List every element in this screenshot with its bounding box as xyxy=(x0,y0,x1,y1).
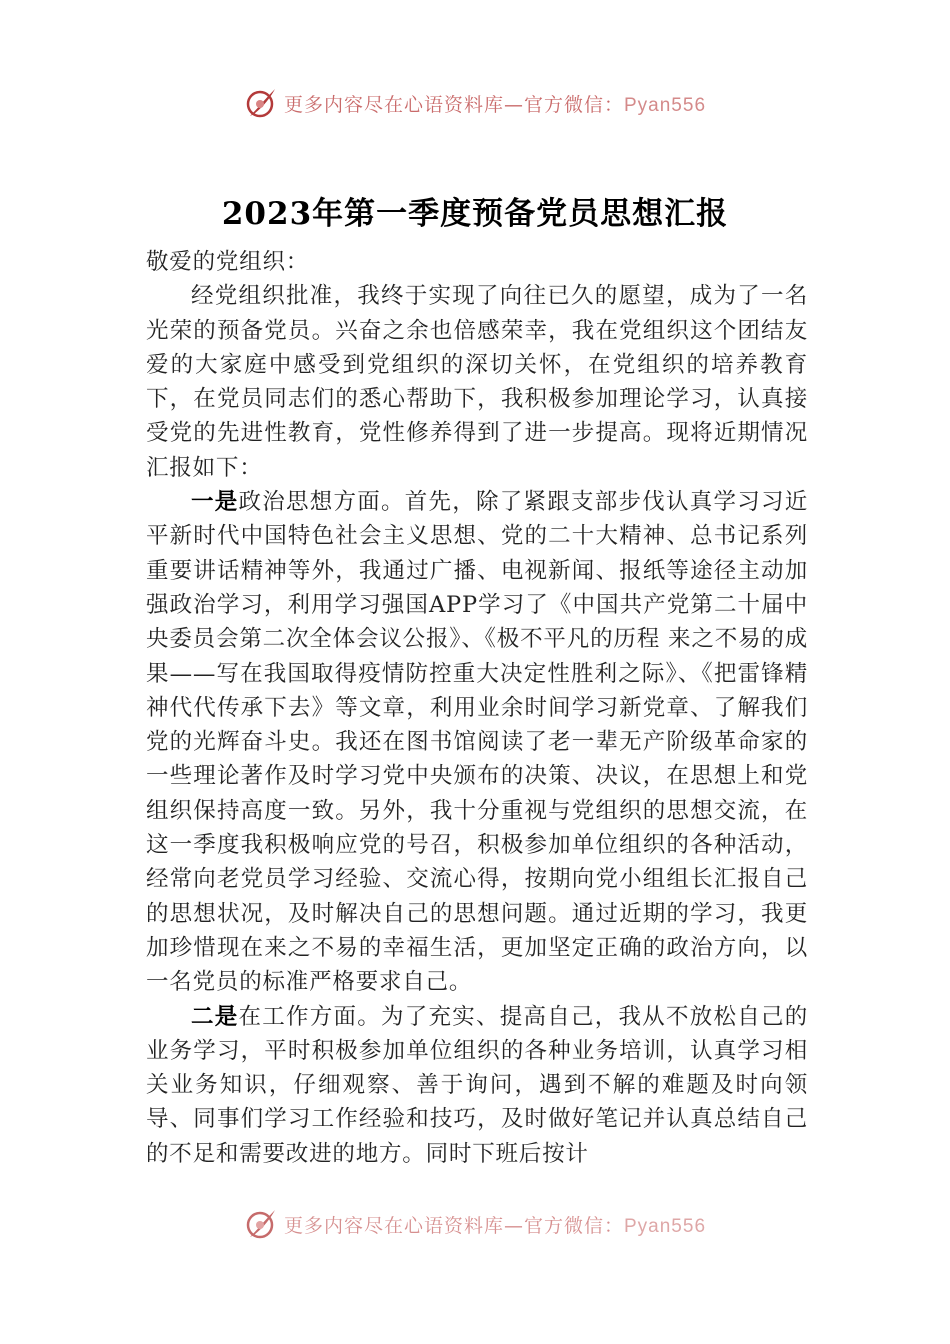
salutation: 敬爱的党组织： xyxy=(146,249,310,275)
paragraph-intro xyxy=(146,279,808,485)
document-title: 2023年第一季度预备党员思想汇报 xyxy=(221,196,729,232)
quill-logo-icon xyxy=(244,86,278,120)
document-body xyxy=(146,245,808,1171)
paragraph-work xyxy=(146,1000,808,1171)
paragraph-lead: 一是 xyxy=(191,489,239,516)
paragraph-lead: 二是 xyxy=(191,1003,239,1030)
document-body-viewport xyxy=(0,245,950,1217)
paragraph-text: 在工作方面。为了充实、提高自己，我从不放松自己的业务学习，平时积极参加单位组织的各种业务培训，认真学习相关业务知识，仔细观察、善于询问，遇到不解的难题及时向领导、同事们学习工作经验和技巧，及时做好笔记并认真总结自己的不足和需要改进的地方。同时下班后按计 xyxy=(146,1003,808,1167)
watermark-text: 更多内容尽在心语资料库—官方微信：Pyan556 xyxy=(283,1214,707,1237)
header-watermark xyxy=(0,84,950,122)
paragraph-politics xyxy=(146,485,808,999)
watermark-text: 更多内容尽在心语资料库—官方微信：Pyan556 xyxy=(283,93,707,116)
paragraph-text: 政治思想方面。首先，除了紧跟支部步伐认真学习习近平新时代中国特色社会主义思想、党的二十大精神、总书记系列重要讲话精神等外，我通过广播、电视新闻、报纸等途径主动加强政治学习，利用学习强国APP学习了《中国共产党第二十届中央委员会第二次全体会议公报》、《极不平凡的历程 来之不易的成果——写在我国取得疫情防控重大决定性胜利之际》、《把雷锋精神代代传承下去》等文章，利用业余时间学习新党章、了解我们党的光辉奋斗史。我还在图书馆阅读了老一辈无产阶级革命家的一些理论著作及时学习党中央颁布的决策、决议，在思想上和党组织保持高度一致。另外，我十分重视与党组织的思想交流，在这一季度我积极响应党的号召，积极参加单位组织的各种活动，经常向老党员学习经验、交流心得，按期向党小组组长汇报自己的思想状况，及时解决自己的思想问题。通过近期的学习，我更加珍惜现在来之不易的幸福生活，更加坚定正确的政治方向，以一名党员的标准严格要求自己。 xyxy=(146,489,808,996)
paragraph-text: 经党组织批准，我终于实现了向往已久的愿望，成为了一名光荣的预备党员。兴奋之余也倍感荣幸，我在党组织这个团结友爱的大家庭中感受到党组织的深切关怀，在党组织的培养教育下，在党员同志们的悉心帮助下，我积极参加理论学习，认真接受党的先进性教育，党性修养得到了进一步提高。现将近期情况汇报如下： xyxy=(146,283,808,481)
quill-logo-icon xyxy=(244,1207,278,1241)
footer-watermark xyxy=(0,1205,950,1243)
